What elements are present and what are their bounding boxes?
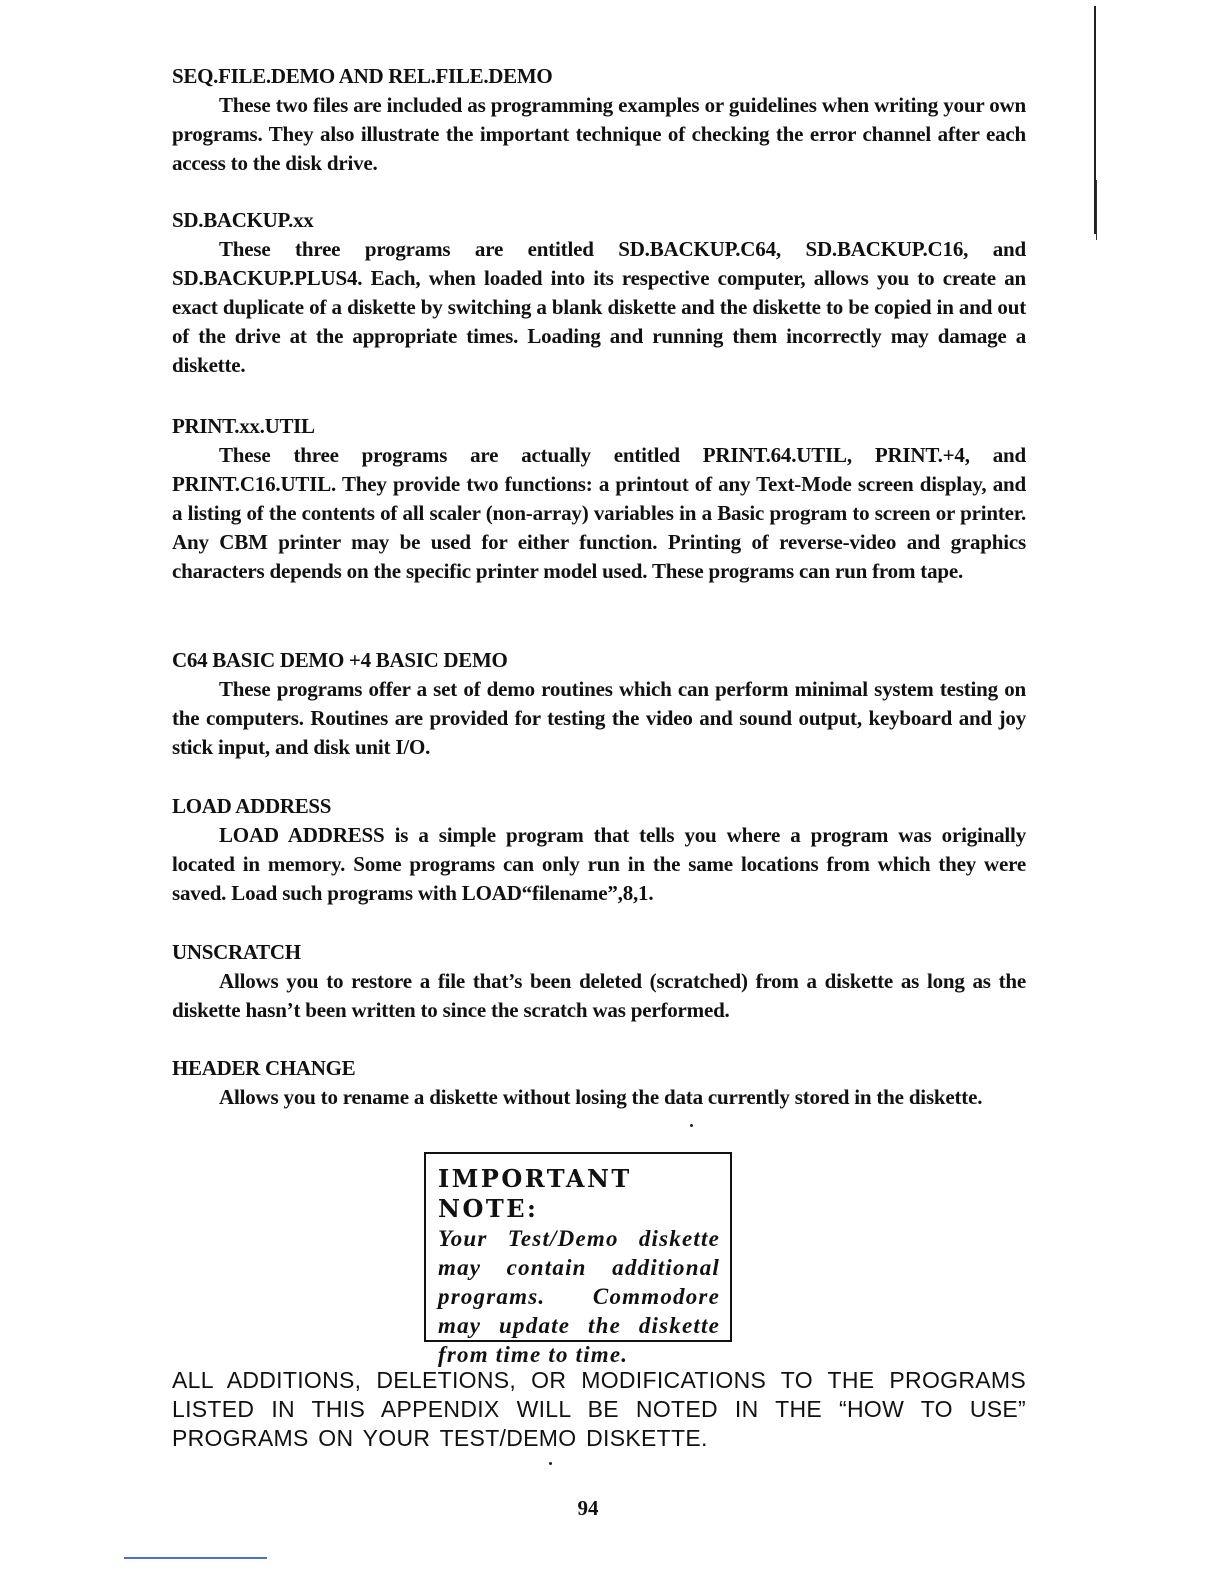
scan-speck (549, 1462, 552, 1465)
section-heading: SEQ.FILE.DEMO AND REL.FILE.DEMO (172, 64, 553, 88)
section-body: Allows you to restore a file that’s been deleted (scratched) from a diskette as long as the diskette hasn’t been written to since the scratch was performed. (172, 969, 1026, 1022)
section-heading: SD.BACKUP.xx (172, 208, 314, 232)
section-heading: PRINT.xx.UTIL (172, 414, 315, 438)
section-body: Allows you to rename a diskette without losing the data currently stored in the diskette. (219, 1085, 983, 1109)
section-body: These two files are included as programming examples or guidelines when writing your own programs. They also illustrate the important technique of checking the error channel after each access to the disk drive. (172, 93, 1026, 175)
section-body: These programs offer a set of demo routines which can perform minimal system testing on the computers. Routines are provided for testing the video and sound output, keyboard and joy stick input, and disk unit I/O. (172, 677, 1026, 759)
section-seq-rel-file-demo (172, 62, 1026, 178)
section-basic-demo (172, 646, 1026, 762)
section-body: LOAD ADDRESS is a simple program that tells you where a program was originally located in memory. Some programs can only run in the same locations from which they were saved. Load such programs with LOAD“filename”,8,1. (172, 823, 1026, 905)
scan-edge-line (1096, 180, 1097, 240)
section-print-util (172, 412, 1026, 586)
section-heading: LOAD ADDRESS (172, 794, 332, 818)
section-header-change (172, 1054, 1026, 1112)
scan-speck (690, 1124, 693, 1127)
section-heading: HEADER CHANGE (172, 1056, 356, 1080)
section-unscratch (172, 938, 1026, 1025)
scan-bottom-line (124, 1557, 267, 1559)
section-body: These three programs are actually entitled PRINT.64.UTIL, PRINT.+4, and PRINT.C16.UTIL. They provide two functions: a printout of any Text-Mode screen display, and a listing of the contents of all scaler (non-array) variables in a Basic program to screen or printer. Any CBM printer may be used for either function. Printing of reverse-video and graphics characters depends on the specific printer model used. These programs can run from tape. (172, 443, 1026, 583)
page-number: 94 (577, 1496, 599, 1520)
note-body: Your Test/Demo diskette may contain additional programs. Commodore may update the diskette from time to time. (438, 1226, 720, 1367)
section-load-address (172, 792, 1026, 908)
note-title: IMPORTANT NOTE: (438, 1164, 632, 1223)
section-sd-backup (172, 206, 1026, 380)
section-heading: UNSCRATCH (172, 940, 301, 964)
section-heading: C64 BASIC DEMO +4 BASIC DEMO (172, 648, 508, 672)
important-note-box (424, 1152, 732, 1367)
footer-notice: ALL ADDITIONS, DELETIONS, OR MODIFICATIONS TO THE PROGRAMS LISTED IN THIS APPENDIX WILL BE NOTED IN THE “HOW TO USE” PROGRAMS ON YOUR TEST/DEMO DISKETTE. (172, 1367, 1026, 1451)
section-body: These three programs are entitled SD.BACKUP.C64, SD.BACKUP.C16, and SD.BACKUP.PLUS4. Each, when loaded into its respective computer, allows you to create an exact duplicate of a diskette by switching a blank diskette and the diskette to be copied in and out of the drive at the appropriate times. Loading and running them incorrectly may damage a diskette. (172, 237, 1026, 377)
